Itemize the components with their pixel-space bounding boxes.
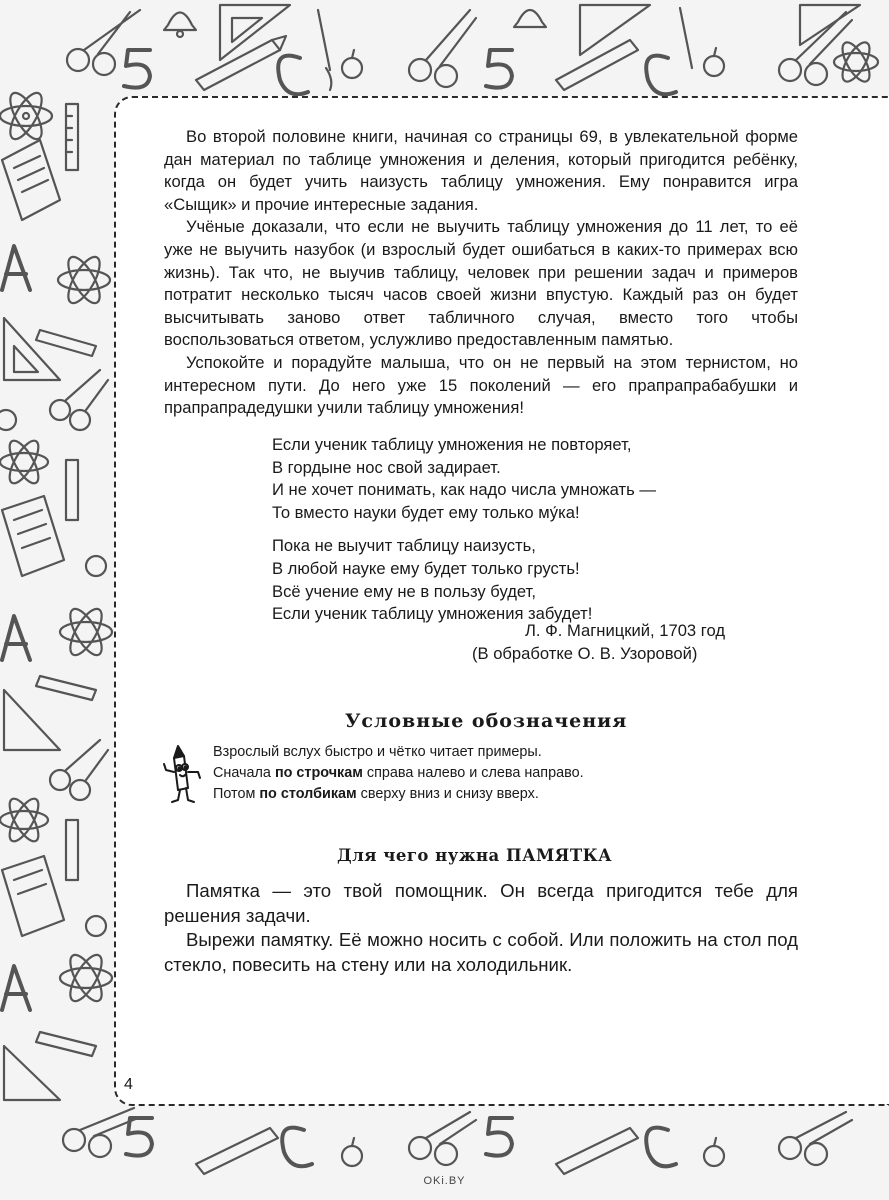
apple-icon bbox=[86, 556, 106, 576]
ruler-icon bbox=[66, 104, 78, 170]
pencil-icon bbox=[36, 676, 96, 700]
digit-5-icon bbox=[126, 1118, 152, 1156]
letter-a-icon bbox=[2, 246, 30, 290]
intro-paragraph: Учёные доказали, что если не выучить таблицу умножения до 11 лет, то её уже не выучить назубок (и взрослый будет ошибаться в каких-то примерах всю жизнь). Так что, не выучив таблицу, человек при решении задач и примеров потратит несколько тысяч часов своей жизни впустую. Каждый раз он будет высчитывать заново ответ табличного случая, вместо того чтобы воспользоваться ответом, услужливо предоставленным памятью. bbox=[164, 217, 798, 350]
pencil-icon bbox=[556, 40, 638, 90]
memo-paragraph: Памятка — это твой помощник. Он всегда пригодится тебе для решения задачи. bbox=[164, 880, 798, 926]
poem-line: В любой науке ему будет только грусть! bbox=[272, 558, 580, 578]
poem bbox=[272, 434, 742, 637]
pencil-icon bbox=[196, 1128, 278, 1174]
legend-text-part: сверху вниз и снизу вверх. bbox=[356, 786, 539, 802]
legend-line bbox=[213, 763, 653, 784]
poem-attribution bbox=[472, 620, 727, 665]
scissors-icon bbox=[409, 1112, 476, 1165]
digit-5-icon bbox=[486, 50, 512, 88]
ruler-triangle-icon bbox=[800, 5, 860, 45]
apple-icon bbox=[0, 410, 16, 430]
letter-c-icon bbox=[278, 56, 308, 95]
atom-icon bbox=[58, 252, 110, 307]
pencil-character-icon bbox=[160, 742, 206, 806]
poem-stanza-1 bbox=[272, 434, 742, 524]
legend-line bbox=[213, 784, 653, 805]
atom-icon bbox=[0, 437, 48, 488]
brush-icon bbox=[318, 10, 331, 90]
bell-icon bbox=[164, 13, 196, 38]
legend-text-part: справа налево и слева направо. bbox=[362, 765, 584, 781]
legend-emphasis: по строчкам bbox=[274, 765, 363, 781]
intro-paragraph: Во второй половине книги, начиная со страницы 69, в увлекательной форме дан материал по таблице умножения и деления, который пригодится ребёнку, когда он будет учить наизусть таблицу умножения. Ему понравится игра «Сыщик» и прочие интересные задания. bbox=[164, 127, 798, 214]
atom-icon bbox=[60, 604, 112, 659]
poem-line: Всё учение ему не в пользу будет, bbox=[272, 581, 536, 601]
poem-line: То вместо науки будет ему только му́ка! bbox=[272, 502, 580, 522]
poem-adaptation: (В обработке О. В. Узоровой) bbox=[472, 643, 698, 663]
digit-5-icon bbox=[486, 1118, 512, 1156]
legend-line: Взрослый вслух быстро и чётко читает примеры. bbox=[213, 744, 542, 760]
scissors-icon bbox=[779, 1112, 852, 1165]
ruler-triangle-icon bbox=[220, 5, 290, 60]
poem-line: Если ученик таблицу умножения забудет! bbox=[272, 604, 593, 624]
watermark: OKi.BY bbox=[423, 1175, 466, 1187]
atom-icon bbox=[0, 795, 48, 846]
atom-icon bbox=[60, 950, 112, 1005]
poem-line: Пока не выучит таблицу наизусть, bbox=[272, 536, 536, 556]
intro-paragraph: Успокойте и порадуйте малыша, что он не первый на этом тернистом, но интересном пути. До него уже 15 поколений — его прапрапрабабушки и прапрапрадедушки учили таблицу умножения! bbox=[164, 352, 798, 418]
atom-icon bbox=[0, 88, 52, 143]
poem-line: И не хочет понимать, как надо числа умножать — bbox=[272, 480, 656, 500]
letter-c-icon bbox=[646, 1128, 676, 1167]
scissors-icon bbox=[409, 10, 476, 87]
scissors-icon bbox=[779, 12, 852, 85]
pencil-icon bbox=[36, 1032, 96, 1056]
poem-line: В гордыне нос свой задирает. bbox=[272, 457, 501, 477]
poem-line: Если ученик таблицу умножения не повторяет, bbox=[272, 435, 632, 454]
ruler-triangle-icon bbox=[4, 690, 60, 750]
memo-heading: Для чего нужна ПАМЯТКА bbox=[337, 846, 613, 865]
apple-icon bbox=[342, 1138, 362, 1166]
legend-text bbox=[213, 742, 653, 805]
atom-icon bbox=[834, 38, 878, 85]
bell-icon bbox=[514, 10, 546, 27]
book-icon bbox=[2, 140, 60, 220]
book-icon bbox=[2, 856, 64, 936]
book-icon bbox=[2, 496, 64, 576]
poem-stanza-2 bbox=[272, 535, 742, 625]
ruler-triangle-icon bbox=[4, 1046, 60, 1100]
intro-text bbox=[164, 126, 798, 420]
poem-author: Л. Ф. Магницкий, 1703 год bbox=[525, 621, 725, 640]
legend-emphasis: по столбикам bbox=[259, 786, 357, 802]
letter-a-icon bbox=[2, 616, 30, 660]
apple-icon bbox=[704, 1138, 724, 1166]
legend-text-part: Сначала bbox=[213, 765, 275, 781]
legend-text-part: Потом bbox=[213, 786, 260, 802]
letter-c-icon bbox=[646, 56, 676, 95]
ruler-triangle-icon bbox=[4, 318, 60, 380]
page-number: 4 bbox=[124, 1076, 133, 1093]
ruler-icon bbox=[66, 460, 78, 520]
memo-paragraph: Вырежи памятку. Её можно носить с собой. Или положить на стол под стекло, повесить на стену или на холодильник. bbox=[164, 929, 798, 975]
brush-icon bbox=[680, 8, 692, 68]
digit-5-icon bbox=[124, 50, 150, 88]
pencil-icon bbox=[36, 330, 96, 356]
apple-icon bbox=[86, 916, 106, 936]
memo-text bbox=[164, 879, 798, 977]
legend-heading: Условные обозначения bbox=[345, 710, 628, 732]
pencil-icon bbox=[556, 1128, 638, 1174]
apple-icon bbox=[704, 48, 724, 76]
letter-c-icon bbox=[282, 1128, 312, 1167]
apple-icon bbox=[342, 50, 362, 78]
letter-a-icon bbox=[2, 966, 30, 1010]
ruler-icon bbox=[66, 820, 78, 880]
